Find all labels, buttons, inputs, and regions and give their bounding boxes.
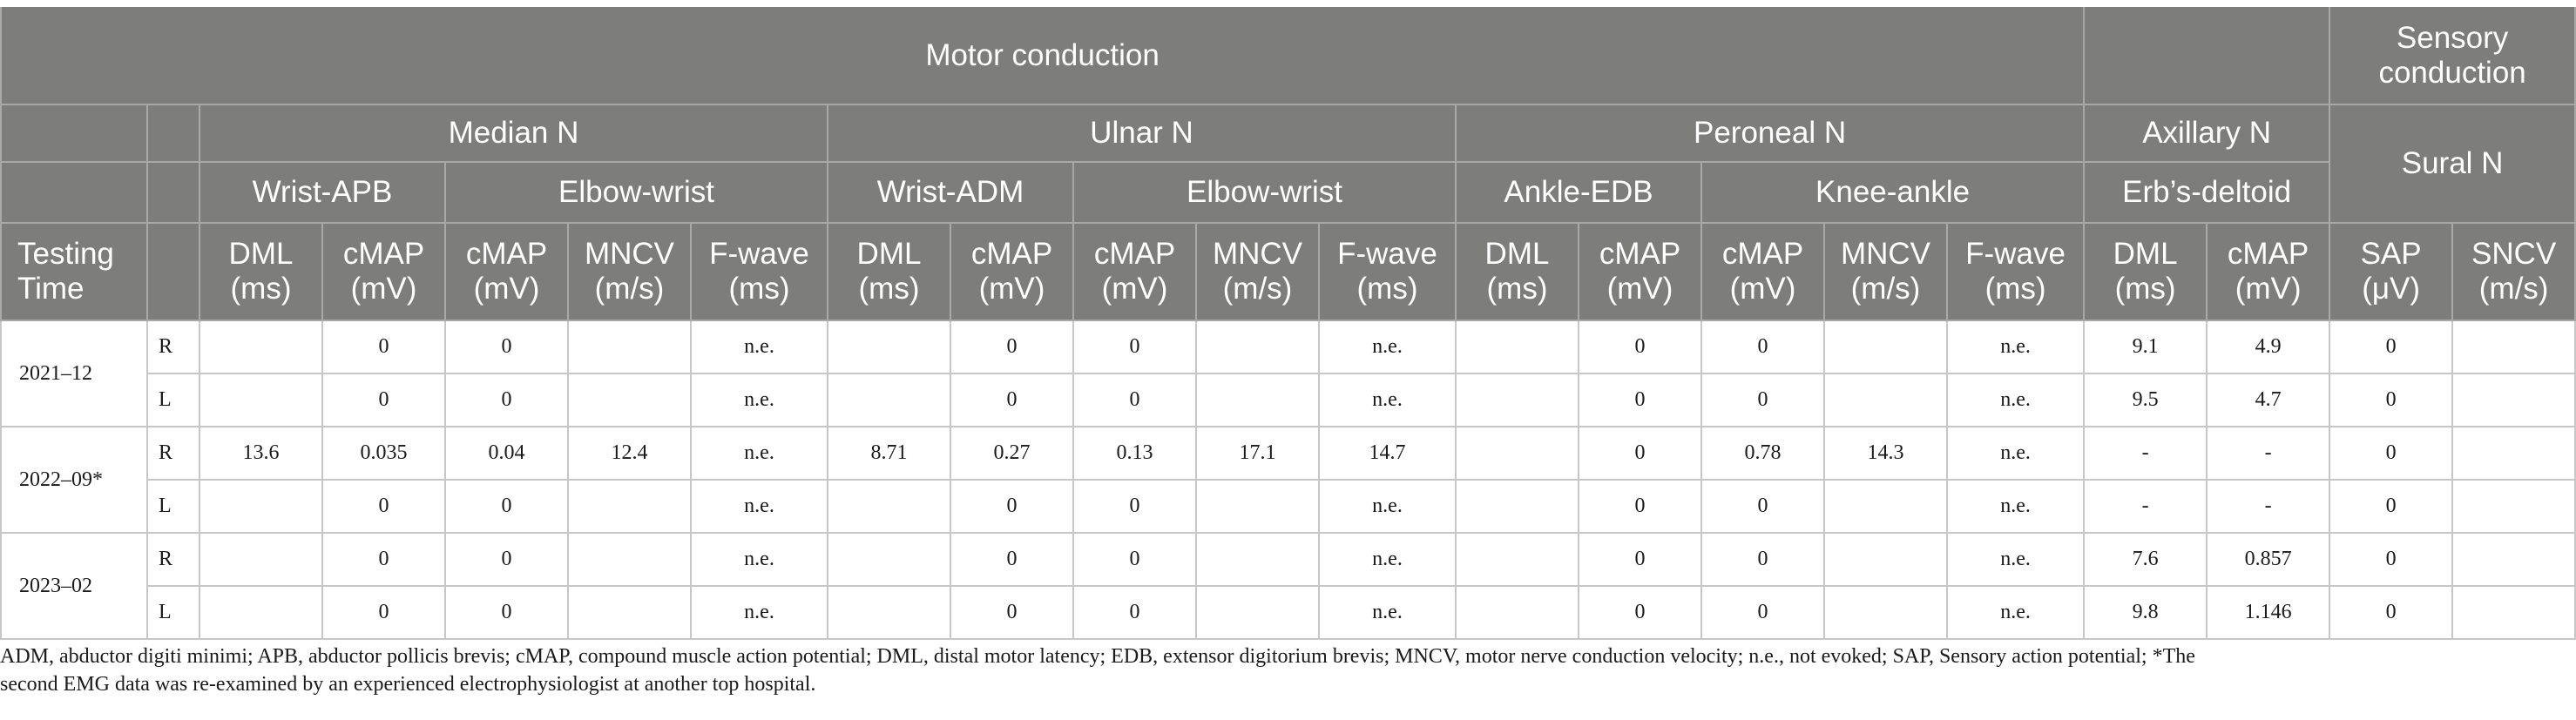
side-cell: R <box>147 427 199 480</box>
side-cell: R <box>147 320 199 373</box>
value-cell: 0 <box>445 373 568 427</box>
value-cell: n.e. <box>691 373 828 427</box>
value-cell <box>199 586 322 639</box>
value-cell <box>1456 533 1579 586</box>
table-body <box>1 320 2575 639</box>
value-cell: 0 <box>1579 427 1701 480</box>
value-cell: 0 <box>1701 320 1824 373</box>
axillary-n-header: Axillary N <box>2084 104 2329 162</box>
value-cell: 1.146 <box>2207 586 2329 639</box>
value-cell: n.e. <box>1319 480 1456 533</box>
value-cell: 9.5 <box>2084 373 2207 427</box>
value-cell: n.e. <box>1319 586 1456 639</box>
value-cell: 0 <box>1073 480 1196 533</box>
value-cell <box>1196 373 1319 427</box>
value-cell <box>1824 533 1947 586</box>
column-header: DML (ms) <box>828 223 950 320</box>
value-cell <box>828 586 950 639</box>
column-header: cMAP (mV) <box>1701 223 1824 320</box>
column-header: SAP (μV) <box>2329 223 2452 320</box>
erbs-deltoid-header: Erb’s-deltoid <box>2084 162 2329 223</box>
footnote-line: second EMG data was re-examined by an experienced electrophysiologist at another top hospital. <box>0 673 816 696</box>
peroneal-n-header: Peroneal N <box>1456 104 2084 162</box>
value-cell: 8.71 <box>828 427 950 480</box>
value-cell: 0 <box>2329 320 2452 373</box>
value-cell: 9.1 <box>2084 320 2207 373</box>
value-cell: 14.7 <box>1319 427 1456 480</box>
value-cell <box>2452 427 2575 480</box>
value-cell <box>828 533 950 586</box>
value-cell <box>1456 427 1579 480</box>
value-cell: 0 <box>2329 480 2452 533</box>
testing-time-header: Testing Time <box>1 223 147 320</box>
value-cell: 0 <box>1073 320 1196 373</box>
value-cell: 0 <box>1701 373 1824 427</box>
table-row <box>1 373 2575 427</box>
testing-date-cell: 2021–12 <box>1 320 147 427</box>
value-cell: 0 <box>950 373 1073 427</box>
value-cell: 0 <box>950 533 1073 586</box>
testing-date-cell: 2022–09* <box>1 427 147 533</box>
value-cell: 0 <box>445 586 568 639</box>
value-cell: 13.6 <box>199 427 322 480</box>
column-header: F-wave (ms) <box>691 223 828 320</box>
value-cell: 0.857 <box>2207 533 2329 586</box>
column-header: cMAP (mV) <box>1073 223 1196 320</box>
value-cell: n.e. <box>1947 427 2084 480</box>
motor-conduction-header: Motor conduction <box>1 7 2084 104</box>
value-cell: n.e. <box>691 427 828 480</box>
table-row <box>1 533 2575 586</box>
value-cell <box>1824 586 1947 639</box>
nerve-conduction-table <box>0 7 2576 640</box>
value-cell <box>1456 586 1579 639</box>
value-cell: 0 <box>445 480 568 533</box>
value-cell: 7.6 <box>2084 533 2207 586</box>
value-cell: 0 <box>2329 586 2452 639</box>
value-cell <box>1196 533 1319 586</box>
value-cell: n.e. <box>1319 320 1456 373</box>
value-cell: 12.4 <box>568 427 691 480</box>
value-cell: n.e. <box>1319 373 1456 427</box>
value-cell: 4.9 <box>2207 320 2329 373</box>
value-cell: 0 <box>1579 373 1701 427</box>
value-cell: 0 <box>322 373 445 427</box>
blank-header-cell <box>1 104 147 162</box>
value-cell: - <box>2207 480 2329 533</box>
value-cell: 0 <box>1579 533 1701 586</box>
wrist-apb-header: Wrist-APB <box>199 162 445 223</box>
value-cell: n.e. <box>1947 586 2084 639</box>
median-n-header: Median N <box>199 104 828 162</box>
table-footnote <box>0 643 2509 698</box>
blank-header-cell <box>147 104 199 162</box>
blank-header-cell <box>147 162 199 223</box>
column-header: cMAP (mV) <box>322 223 445 320</box>
value-cell <box>1456 373 1579 427</box>
value-cell: 0 <box>1701 480 1824 533</box>
value-cell: 0 <box>322 480 445 533</box>
value-cell: 0 <box>2329 373 2452 427</box>
value-cell <box>1824 373 1947 427</box>
value-cell <box>828 373 950 427</box>
value-cell: 0.78 <box>1701 427 1824 480</box>
value-cell: 0 <box>1073 533 1196 586</box>
table-row <box>1 427 2575 480</box>
value-cell <box>568 373 691 427</box>
value-cell <box>828 480 950 533</box>
value-cell <box>2452 320 2575 373</box>
value-cell: 14.3 <box>1824 427 1947 480</box>
ulnar-n-header: Ulnar N <box>828 104 1456 162</box>
value-cell: 0 <box>950 480 1073 533</box>
value-cell <box>1824 320 1947 373</box>
value-cell: n.e. <box>1319 533 1456 586</box>
column-header: F-wave (ms) <box>1947 223 2084 320</box>
table-row <box>1 586 2575 639</box>
value-cell: n.e. <box>691 320 828 373</box>
value-cell <box>1824 480 1947 533</box>
value-cell <box>568 320 691 373</box>
side-cell: R <box>147 533 199 586</box>
value-cell <box>568 533 691 586</box>
column-header: DML (ms) <box>2084 223 2207 320</box>
value-cell: n.e. <box>1947 480 2084 533</box>
value-cell: 4.7 <box>2207 373 2329 427</box>
value-cell: 0.13 <box>1073 427 1196 480</box>
value-cell: 0 <box>1701 533 1824 586</box>
value-cell: 0 <box>2329 427 2452 480</box>
value-cell <box>199 373 322 427</box>
value-cell: 0 <box>1579 480 1701 533</box>
value-cell <box>1456 320 1579 373</box>
value-cell <box>199 320 322 373</box>
value-cell: 9.8 <box>2084 586 2207 639</box>
testing-date-cell: 2023–02 <box>1 533 147 639</box>
side-cell: L <box>147 586 199 639</box>
value-cell: n.e. <box>691 480 828 533</box>
value-cell: 0 <box>950 320 1073 373</box>
value-cell <box>1196 320 1319 373</box>
sural-n-header: Sural N <box>2329 104 2575 223</box>
value-cell: - <box>2084 480 2207 533</box>
value-cell: 0.04 <box>445 427 568 480</box>
value-cell: n.e. <box>1947 320 2084 373</box>
value-cell: 0 <box>950 586 1073 639</box>
axillary-top-blank <box>2084 7 2329 104</box>
knee-ankle-header: Knee-ankle <box>1701 162 2084 223</box>
value-cell: n.e. <box>1947 373 2084 427</box>
value-cell: 0.27 <box>950 427 1073 480</box>
value-cell <box>2452 480 2575 533</box>
value-cell <box>2452 373 2575 427</box>
ulnar-elbow-wrist-header: Elbow-wrist <box>1073 162 1456 223</box>
value-cell <box>1456 480 1579 533</box>
value-cell <box>568 586 691 639</box>
value-cell <box>199 480 322 533</box>
column-header: cMAP (mV) <box>1579 223 1701 320</box>
table-row <box>1 320 2575 373</box>
value-cell: 0 <box>445 320 568 373</box>
column-header: cMAP (mV) <box>445 223 568 320</box>
column-header: MNCV (m/s) <box>568 223 691 320</box>
value-cell: 0 <box>322 533 445 586</box>
value-cell: 0.035 <box>322 427 445 480</box>
value-cell: 0 <box>322 320 445 373</box>
column-header: SNCV (m/s) <box>2452 223 2575 320</box>
column-header: cMAP (mV) <box>2207 223 2329 320</box>
value-cell <box>1196 586 1319 639</box>
value-cell: 0 <box>1579 586 1701 639</box>
column-header: DML (ms) <box>1456 223 1579 320</box>
side-cell: L <box>147 480 199 533</box>
value-cell: 0 <box>1073 586 1196 639</box>
value-cell: 0 <box>1579 320 1701 373</box>
column-header: DML (ms) <box>199 223 322 320</box>
value-cell: 0 <box>445 533 568 586</box>
value-cell: 0 <box>1073 373 1196 427</box>
blank-header-cell <box>1 162 147 223</box>
value-cell <box>828 320 950 373</box>
value-cell: - <box>2207 427 2329 480</box>
value-cell: 17.1 <box>1196 427 1319 480</box>
value-cell: n.e. <box>1947 533 2084 586</box>
value-cell <box>2452 586 2575 639</box>
wrist-adm-header: Wrist-ADM <box>828 162 1073 223</box>
value-cell <box>568 480 691 533</box>
column-header: MNCV (m/s) <box>1824 223 1947 320</box>
side-cell: L <box>147 373 199 427</box>
column-header: F-wave (ms) <box>1319 223 1456 320</box>
column-header: cMAP (mV) <box>950 223 1073 320</box>
value-cell: n.e. <box>691 586 828 639</box>
column-header: MNCV (m/s) <box>1196 223 1319 320</box>
value-cell: 0 <box>2329 533 2452 586</box>
value-cell: - <box>2084 427 2207 480</box>
value-cell <box>199 533 322 586</box>
table-row <box>1 480 2575 533</box>
value-cell <box>2452 533 2575 586</box>
sensory-conduction-header: Sensory conduction <box>2329 7 2575 104</box>
median-elbow-wrist-header: Elbow-wrist <box>445 162 828 223</box>
footnote-line: ADM, abductor digiti minimi; APB, abductor pollicis brevis; cMAP, compound muscle action potential; DML, distal motor latency; EDB, extensor digitorium brevis; MNCV, motor nerve conduction velocity; n.e., not evoked; SAP, Sensory action potential; *The <box>0 645 2195 668</box>
blank-header-cell <box>147 223 199 320</box>
ankle-edb-header: Ankle-EDB <box>1456 162 1701 223</box>
value-cell <box>1196 480 1319 533</box>
value-cell: n.e. <box>691 533 828 586</box>
value-cell: 0 <box>1701 586 1824 639</box>
value-cell: 0 <box>322 586 445 639</box>
